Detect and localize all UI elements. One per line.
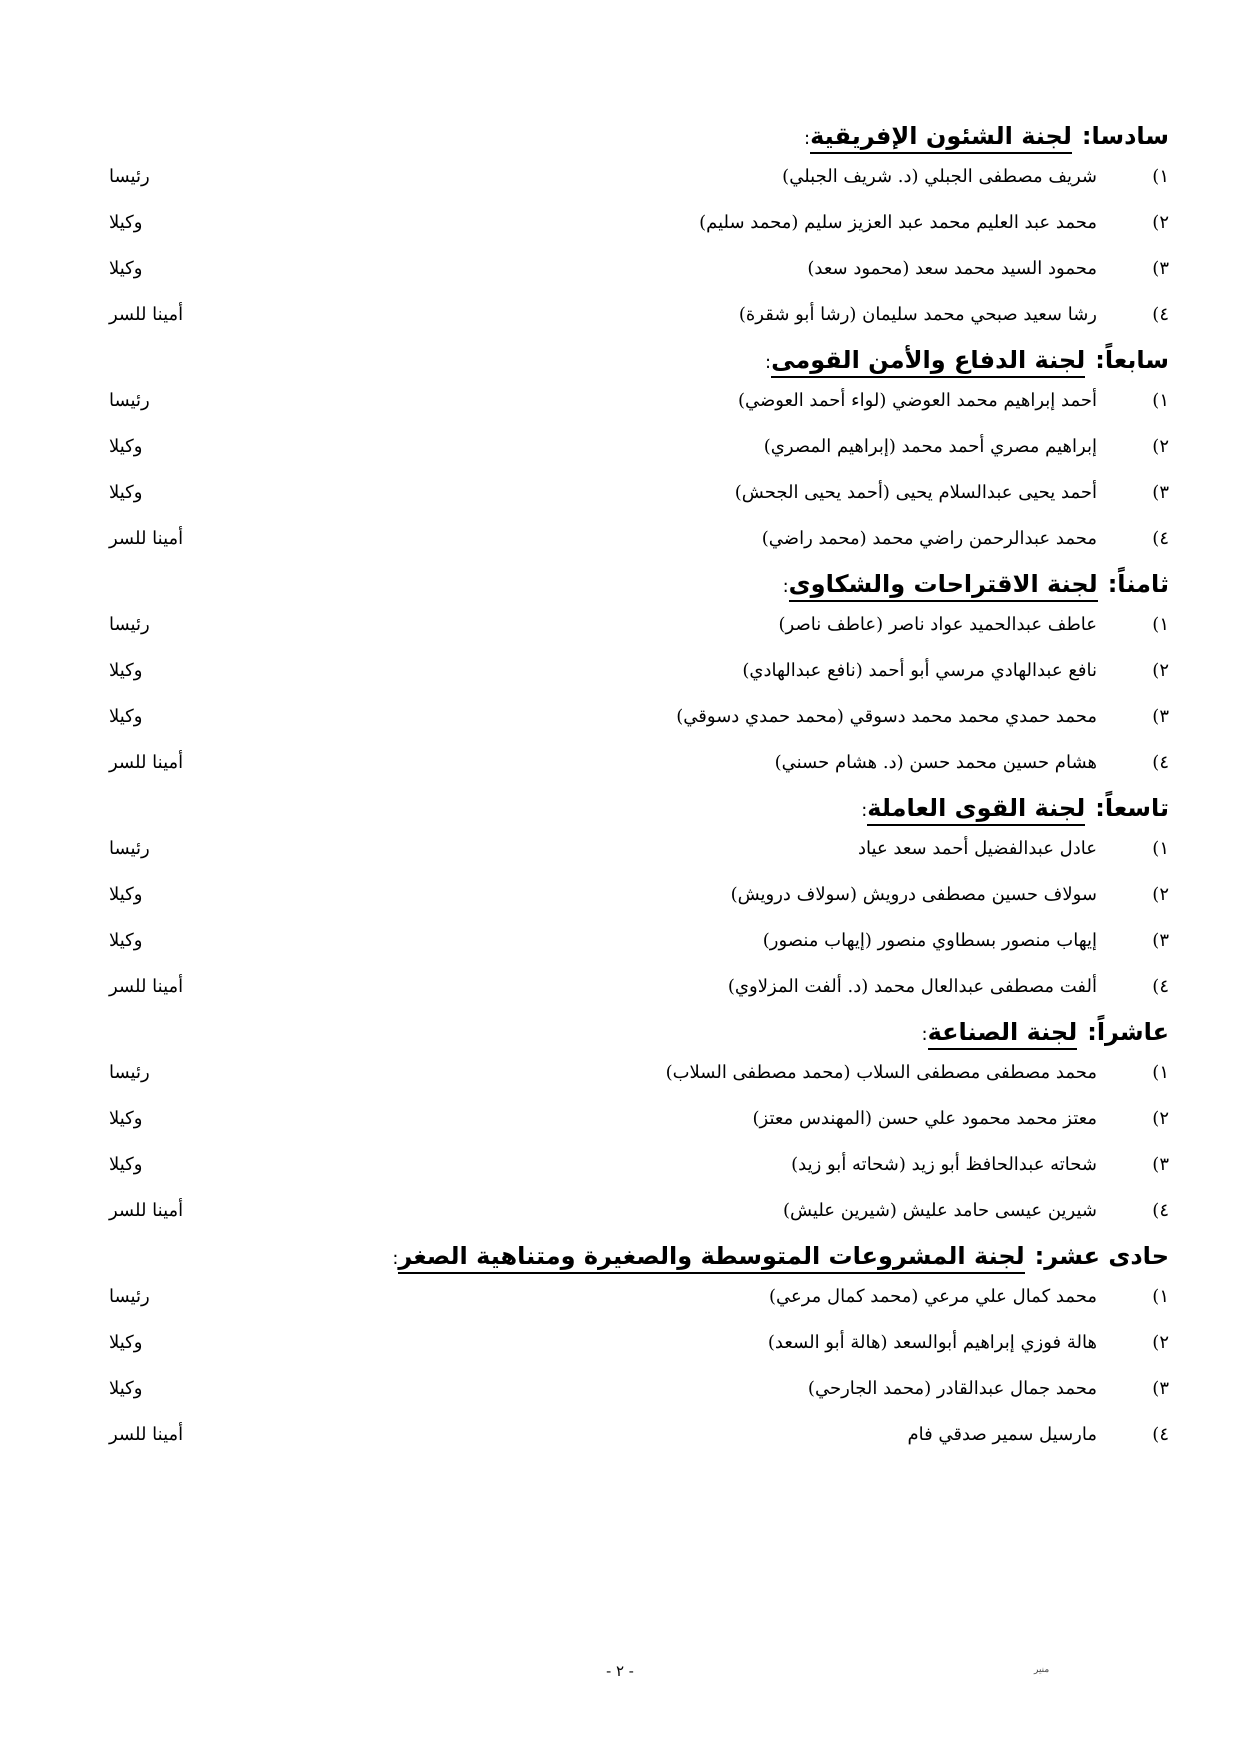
section-title: لجنة الدفاع والأمن القومى (771, 346, 1085, 378)
member-role: وكيلا (109, 1108, 143, 1129)
member-number: ٤) (1152, 1424, 1169, 1445)
member-row (89, 964, 1169, 1010)
member-role: أمينا للسر (109, 976, 184, 997)
member-name: ألفت مصطفى عبدالعال محمد (د. ألفت المزلاوي) (727, 976, 1097, 997)
member-row (89, 872, 1169, 918)
member-row (89, 246, 1169, 292)
member-role: وكيلا (109, 706, 143, 727)
member-role: رئيسا (109, 1062, 150, 1083)
member-name: محمود السيد محمد سعد (محمود سعد) (807, 258, 1097, 279)
member-name: عادل عبدالفضيل أحمد سعد عياد (858, 838, 1097, 859)
section-heading: عاشراً:لجنة الصناعة: (89, 1014, 1169, 1050)
member-role: رئيسا (109, 390, 150, 411)
member-row (89, 1320, 1169, 1366)
member-number: ٤) (1152, 976, 1169, 997)
member-name: محمد كمال علي مرعي (محمد كمال مرعي) (768, 1286, 1097, 1307)
member-role: وكيلا (109, 1332, 143, 1353)
member-row (89, 1096, 1169, 1142)
member-number: ٤) (1152, 528, 1169, 549)
member-name: محمد حمدي محمد محمد دسوقي (محمد حمدي دسوقي) (676, 706, 1097, 727)
section-heading: ثامناً:لجنة الاقتراحات والشكاوى: (89, 566, 1169, 602)
member-name: هشام حسين محمد حسن (د. هشام حسني) (774, 752, 1097, 773)
member-name: شريف مصطفى الجبلي (د. شريف الجبلي) (782, 166, 1097, 187)
section-ordinal: تاسعاً: (1095, 794, 1169, 822)
member-number: ٣) (1152, 930, 1169, 951)
footer-mark: منير (1034, 1665, 1050, 1675)
member-row (89, 378, 1169, 424)
member-number: ٣) (1152, 1378, 1169, 1399)
member-number: ٤) (1152, 752, 1169, 773)
member-name: أحمد إبراهيم محمد العوضي (لواء أحمد العوضي) (737, 390, 1097, 411)
member-role: أمينا للسر (109, 752, 184, 773)
committee-section (89, 118, 1169, 338)
member-name: إيهاب منصور بسطاوي منصور (إيهاب منصور) (762, 930, 1097, 951)
member-row (89, 424, 1169, 470)
member-name: هالة فوزي إبراهيم أبوالسعد (هالة أبو السعد) (767, 1332, 1097, 1353)
section-ordinal: عاشراً: (1087, 1018, 1169, 1046)
member-row (89, 740, 1169, 786)
member-number: ٢) (1152, 660, 1169, 681)
page-number: - ٢ - (606, 1662, 634, 1680)
section-heading: سابعاً:لجنة الدفاع والأمن القومى: (89, 342, 1169, 378)
member-row (89, 1274, 1169, 1320)
member-row (89, 1188, 1169, 1234)
member-role: وكيلا (109, 212, 143, 233)
section-heading: تاسعاً:لجنة القوى العاملة: (89, 790, 1169, 826)
member-role: رئيسا (109, 166, 150, 187)
committee-section (89, 790, 1169, 1010)
section-title: لجنة المشروعات المتوسطة والصغيرة ومتناهية الصغر (398, 1242, 1024, 1274)
member-number: ٢) (1152, 436, 1169, 457)
member-number: ٢) (1152, 884, 1169, 905)
member-role: وكيلا (109, 660, 143, 681)
member-number: ٢) (1152, 1108, 1169, 1129)
member-name: محمد عبد العليم محمد عبد العزيز سليم (محمد سليم) (699, 212, 1097, 233)
member-row (89, 826, 1169, 872)
member-name: مارسيل سمير صدقي فام (907, 1424, 1097, 1445)
member-row (89, 918, 1169, 964)
member-number: ٢) (1152, 1332, 1169, 1353)
member-role: رئيسا (109, 614, 150, 635)
section-title: لجنة الصناعة (928, 1018, 1078, 1050)
member-row (89, 1142, 1169, 1188)
committee-section (89, 1238, 1169, 1458)
committee-section (89, 1014, 1169, 1234)
member-number: ١) (1152, 1062, 1169, 1083)
member-number: ٣) (1152, 706, 1169, 727)
member-name: عاطف عبدالحميد عواد ناصر (عاطف ناصر) (778, 614, 1097, 635)
member-row (89, 602, 1169, 648)
member-name: معتز محمد محمود علي حسن (المهندس معتز) (752, 1108, 1097, 1129)
section-heading: سادسا:لجنة الشئون الإفريقية: (89, 118, 1169, 154)
member-row (89, 1412, 1169, 1458)
section-ordinal: حادى عشر: (1034, 1242, 1169, 1270)
member-row (89, 1050, 1169, 1096)
committee-section (89, 566, 1169, 786)
member-number: ١) (1152, 166, 1169, 187)
member-name: شيرين عيسى حامد عليش (شيرين عليش) (782, 1200, 1097, 1221)
member-row (89, 694, 1169, 740)
section-title: لجنة الشئون الإفريقية (810, 122, 1072, 154)
member-number: ٣) (1152, 258, 1169, 279)
member-number: ٤) (1152, 1200, 1169, 1221)
member-number: ١) (1152, 838, 1169, 859)
member-row (89, 648, 1169, 694)
committee-section (89, 342, 1169, 562)
member-name: محمد جمال عبدالقادر (محمد الجارحي) (807, 1378, 1097, 1399)
member-name: نافع عبدالهادي مرسي أبو أحمد (نافع عبدالهادي) (742, 660, 1097, 681)
member-role: أمينا للسر (109, 304, 184, 325)
member-number: ٣) (1152, 1154, 1169, 1175)
member-role: وكيلا (109, 258, 143, 279)
member-name: إبراهيم مصري أحمد محمد (إبراهيم المصري) (763, 436, 1097, 457)
section-title: لجنة القوى العاملة (867, 794, 1085, 826)
member-number: ٢) (1152, 212, 1169, 233)
member-name: محمد عبدالرحمن راضي محمد (محمد راضي) (761, 528, 1097, 549)
member-role: وكيلا (109, 1154, 143, 1175)
member-role: وكيلا (109, 884, 143, 905)
section-ordinal: ثامناً: (1107, 570, 1169, 598)
member-number: ١) (1152, 1286, 1169, 1307)
member-number: ١) (1152, 614, 1169, 635)
member-role: أمينا للسر (109, 1424, 184, 1445)
member-row (89, 154, 1169, 200)
member-row (89, 516, 1169, 562)
member-row (89, 1366, 1169, 1412)
member-name: محمد مصطفى مصطفى السلاب (محمد مصطفى السلاب) (665, 1062, 1097, 1083)
member-role: وكيلا (109, 482, 143, 503)
member-role: وكيلا (109, 930, 143, 951)
member-name: شحاته عبدالحافظ أبو زيد (شحاته أبو زيد) (791, 1154, 1097, 1175)
member-row (89, 292, 1169, 338)
member-role: رئيسا (109, 1286, 150, 1307)
member-name: رشا سعيد صبحي محمد سليمان (رشا أبو شقرة) (738, 304, 1097, 325)
section-ordinal: سادسا: (1081, 122, 1169, 150)
member-role: أمينا للسر (109, 1200, 184, 1221)
member-number: ١) (1152, 390, 1169, 411)
member-role: رئيسا (109, 838, 150, 859)
member-number: ٤) (1152, 304, 1169, 325)
section-title: لجنة الاقتراحات والشكاوى (789, 570, 1098, 602)
member-row (89, 200, 1169, 246)
section-heading: حادى عشر:لجنة المشروعات المتوسطة والصغيرة ومتناهية الصغر: (89, 1238, 1169, 1274)
member-name: أحمد يحيى عبدالسلام يحيى (أحمد يحيى الجحش) (734, 482, 1097, 503)
member-role: وكيلا (109, 436, 143, 457)
member-name: سولاف حسين مصطفى درويش (سولاف درويش) (730, 884, 1097, 905)
member-row (89, 470, 1169, 516)
member-role: أمينا للسر (109, 528, 184, 549)
member-number: ٣) (1152, 482, 1169, 503)
member-role: وكيلا (109, 1378, 143, 1399)
section-ordinal: سابعاً: (1095, 346, 1169, 374)
